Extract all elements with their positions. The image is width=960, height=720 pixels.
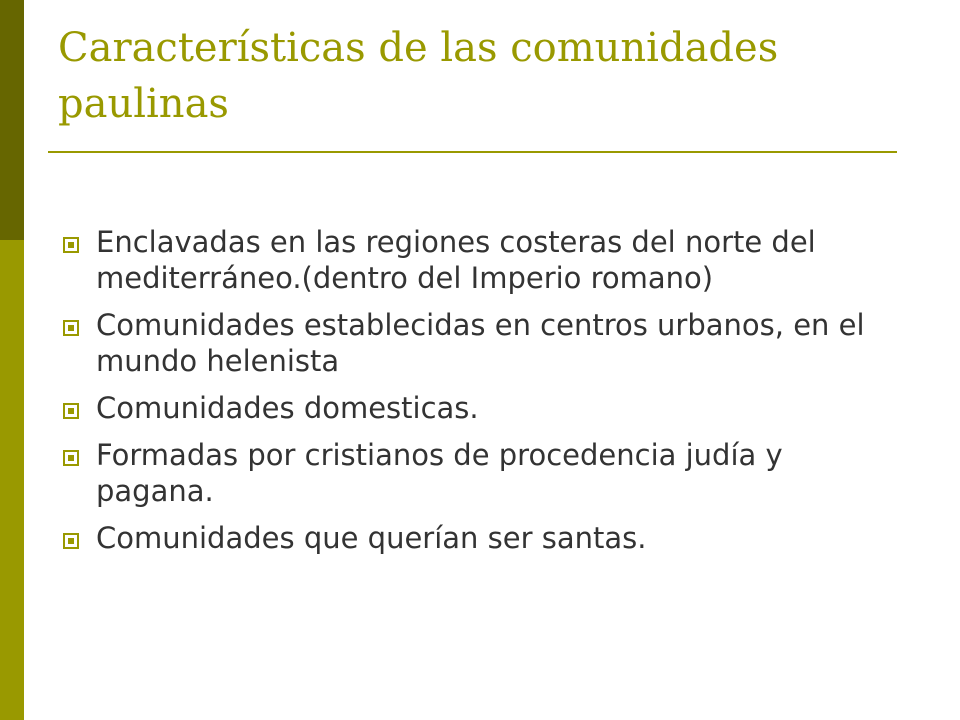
side-bar-bottom-decoration — [0, 480, 24, 720]
square-bullet-icon — [63, 450, 79, 466]
square-bullet-icon — [63, 237, 79, 253]
bullet-text: Formadas por cristianos de procedencia judía y pagana. — [96, 438, 783, 508]
bullet-item — [62, 520, 892, 556]
side-bar-top-decoration — [0, 0, 24, 240]
side-bar-middle-decoration — [0, 240, 24, 480]
bullet-text: Enclavadas en las regiones costeras del norte del mediterráneo.(dentro del Imperio romano) — [96, 225, 816, 295]
bullet-item — [62, 224, 892, 296]
bullet-text: Comunidades establecidas en centros urbanos, en el mundo helenista — [96, 308, 865, 378]
bullet-item — [62, 307, 892, 379]
square-bullet-icon — [63, 533, 79, 549]
square-bullet-icon — [63, 320, 79, 336]
title-underline — [48, 151, 897, 153]
bullet-text: Comunidades domesticas. — [96, 391, 479, 425]
bullet-item — [62, 437, 892, 509]
bullet-item — [62, 390, 892, 426]
slide-title: Características de las comunidades paulinas — [58, 25, 779, 127]
bullet-list — [62, 224, 892, 567]
bullet-text: Comunidades que querían ser santas. — [96, 521, 647, 555]
square-bullet-icon — [63, 403, 79, 419]
